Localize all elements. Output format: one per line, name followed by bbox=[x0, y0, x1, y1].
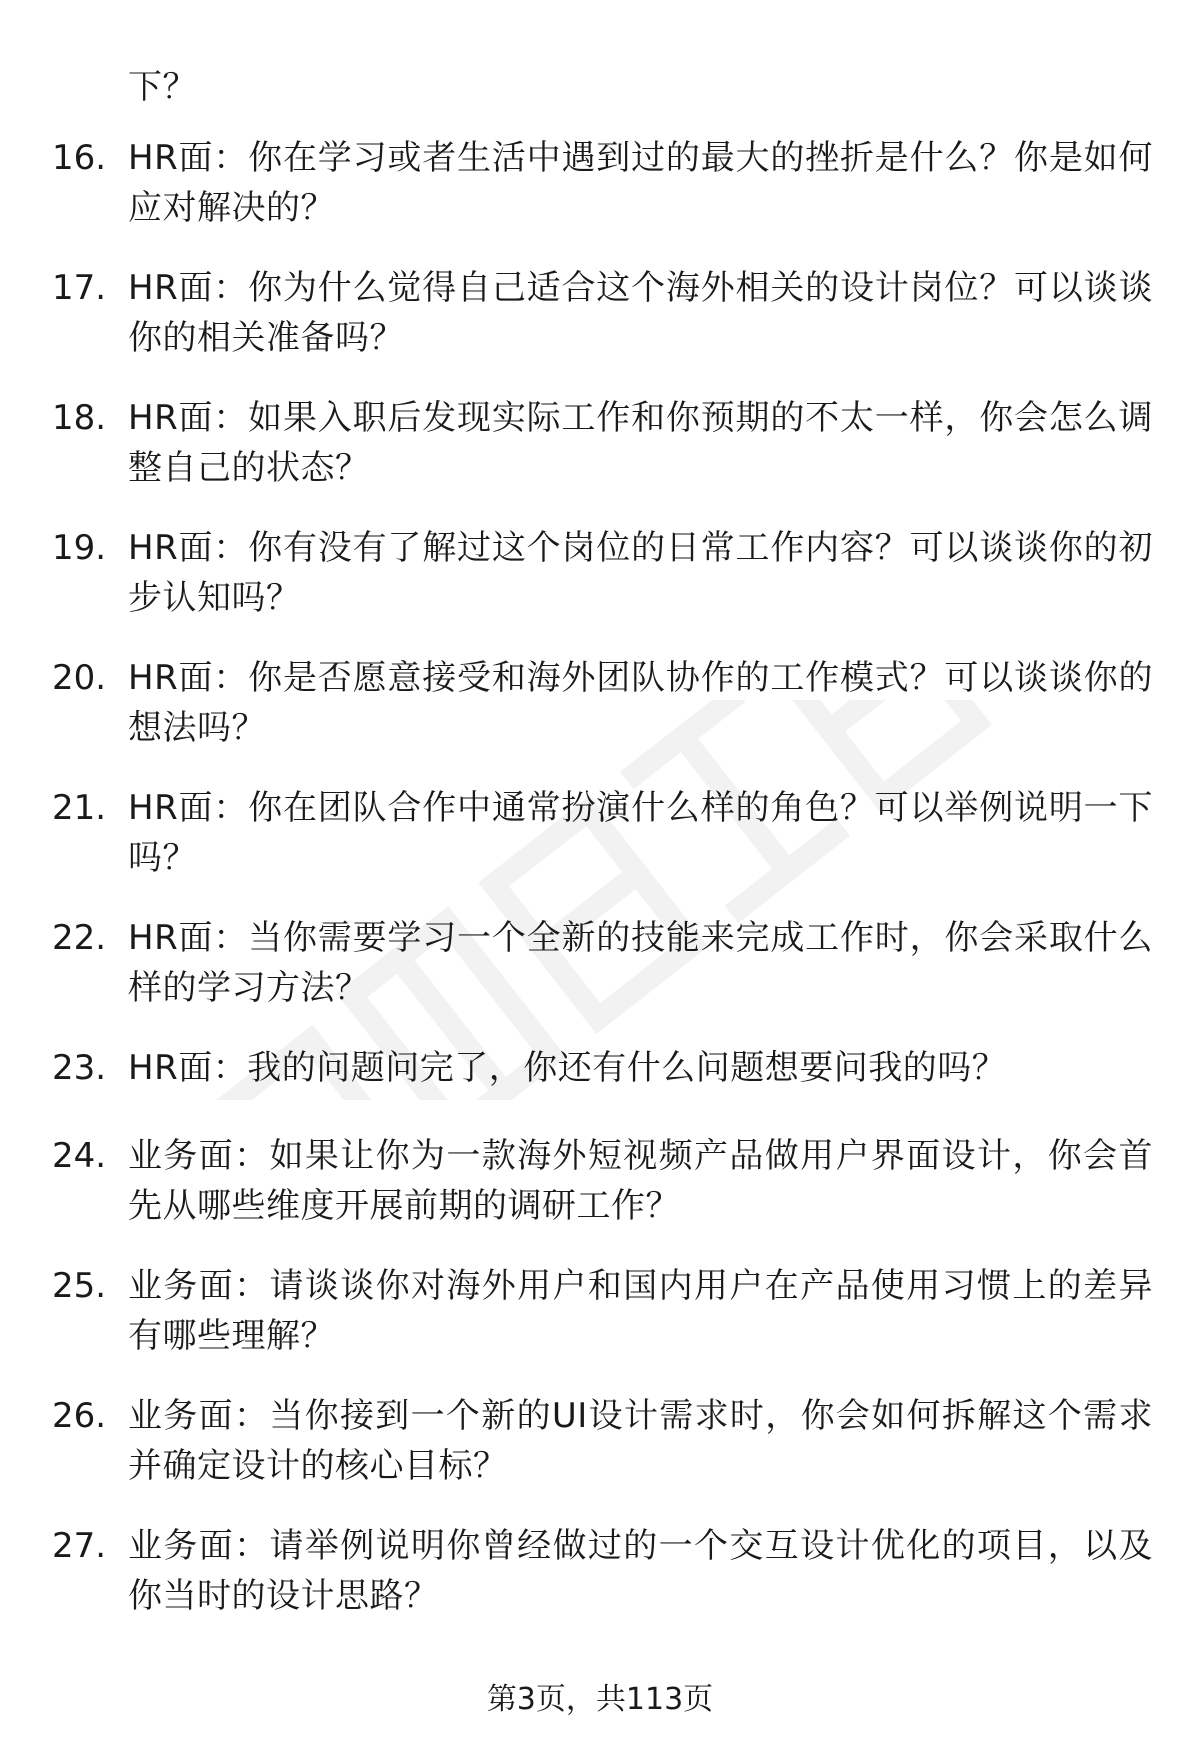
continuation-text: 下？ bbox=[128, 67, 197, 107]
list-item bbox=[0, 783, 1200, 913]
question-number: 18. bbox=[52, 398, 107, 438]
question-text: HR面：你有没有了解过这个岗位的日常工作内容？可以谈谈你的初步认知吗？ bbox=[128, 528, 1153, 618]
list-item bbox=[0, 523, 1200, 653]
question-number: 22. bbox=[52, 918, 107, 958]
question-number: 20. bbox=[52, 658, 107, 698]
question-number: 17. bbox=[52, 268, 107, 308]
question-text: 业务面：当你接到一个新的UI设计需求时，你会如何拆解这个需求并确定设计的核心目标？ bbox=[128, 1396, 1153, 1486]
question-number: 21. bbox=[52, 788, 107, 828]
question-text: HR面：如果入职后发现实际工作和你预期的不太一样，你会怎么调整自己的状态？ bbox=[128, 398, 1153, 488]
question-number: 23. bbox=[52, 1048, 107, 1088]
list-item bbox=[0, 133, 1200, 263]
question-text: 业务面：请谈谈你对海外用户和国内用户在产品使用习惯上的差异有哪些理解？ bbox=[128, 1266, 1153, 1356]
question-number: 26. bbox=[52, 1396, 107, 1436]
list-item bbox=[0, 1521, 1200, 1651]
question-number: 24. bbox=[52, 1136, 107, 1176]
question-number: 19. bbox=[52, 528, 107, 568]
list-item bbox=[0, 913, 1200, 1043]
list-item bbox=[0, 653, 1200, 783]
list-item bbox=[0, 263, 1200, 393]
question-number: 27. bbox=[52, 1526, 107, 1566]
page-number-footer: 第3页，共113页 bbox=[486, 1682, 714, 1717]
question-text: HR面：你在团队合作中通常扮演什么样的角色？可以举例说明一下吗？ bbox=[128, 788, 1153, 878]
list-item bbox=[0, 1261, 1200, 1391]
question-number: 25. bbox=[52, 1266, 107, 1306]
question-text: 业务面：如果让你为一款海外短视频产品做用户界面设计，你会首先从哪些维度开展前期的调研工作？ bbox=[128, 1136, 1153, 1226]
list-item bbox=[0, 1391, 1200, 1521]
list-item bbox=[0, 393, 1200, 523]
question-number: 16. bbox=[52, 138, 107, 178]
question-list bbox=[0, 133, 1200, 1651]
question-text: HR面：你在学习或者生活中遇到过的最大的挫折是什么？你是如何应对解决的？ bbox=[128, 138, 1153, 228]
question-text: HR面：我的问题问完了，你还有什么问题想要问我的吗？ bbox=[128, 1048, 1007, 1088]
list-item bbox=[0, 1043, 1200, 1131]
question-text: 业务面：请举例说明你曾经做过的一个交互设计优化的项目，以及你当时的设计思路？ bbox=[128, 1526, 1153, 1616]
list-item bbox=[0, 1131, 1200, 1261]
question-text: HR面：当你需要学习一个全新的技能来完成工作时，你会采取什么样的学习方法？ bbox=[128, 918, 1153, 1008]
question-text: HR面：你是否愿意接受和海外团队协作的工作模式？可以谈谈你的想法吗？ bbox=[128, 658, 1153, 748]
question-text: HR面：你为什么觉得自己适合这个海外相关的设计岗位？可以谈谈你的相关准备吗？ bbox=[128, 268, 1153, 358]
